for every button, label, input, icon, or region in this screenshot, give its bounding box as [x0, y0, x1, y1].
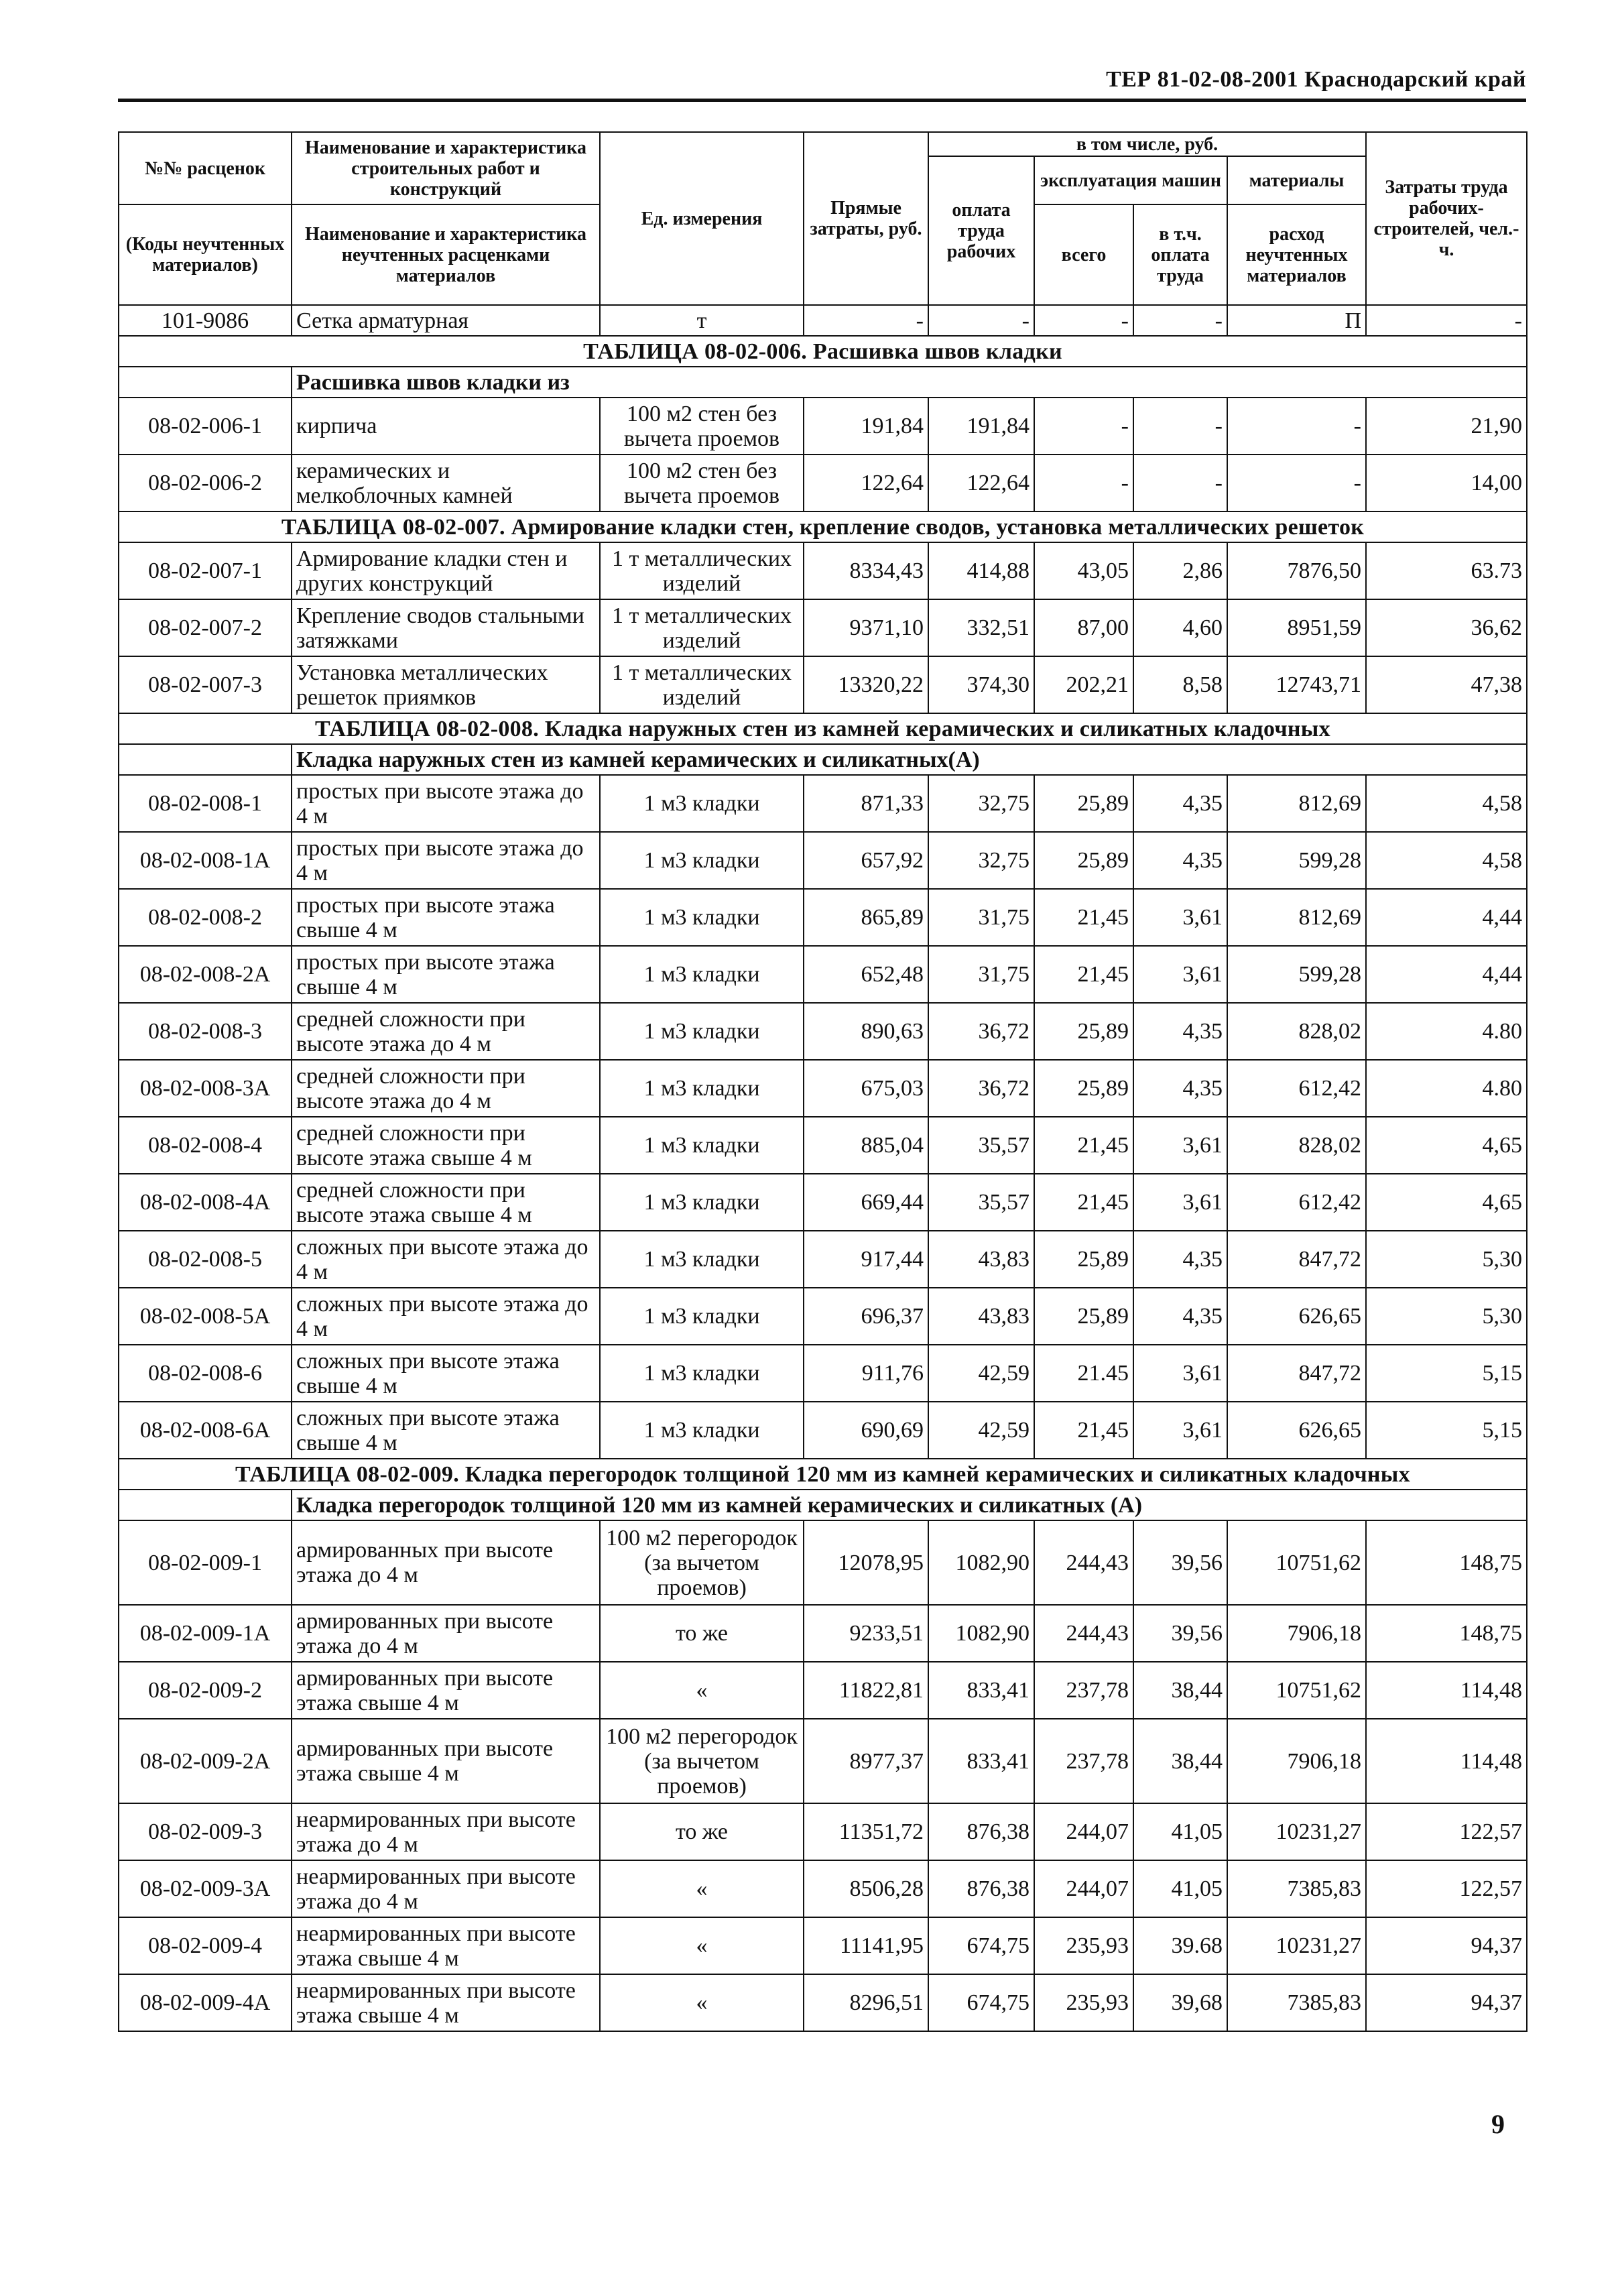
labor-hours: 63.73 — [1366, 542, 1527, 599]
machine-cost: 25,89 — [1034, 832, 1133, 889]
rate-code: 08-02-007-3 — [119, 656, 292, 713]
direct-cost: - — [804, 305, 928, 336]
rate-code: 08-02-008-5А — [119, 1288, 292, 1345]
work-description: Сетка арматурная — [292, 305, 600, 336]
machine-wage: 38,44 — [1133, 1719, 1227, 1803]
materials-cost: 599,28 — [1227, 832, 1366, 889]
subsection-title: Кладка перегородок толщиной 120 мм из камней керамических и силикатных (А) — [292, 1490, 1527, 1520]
materials-cost: 828,02 — [1227, 1117, 1366, 1174]
worker-wage: - — [928, 305, 1034, 336]
rate-code: 08-02-008-3А — [119, 1060, 292, 1117]
table-row — [119, 1520, 1527, 1605]
table-row — [119, 946, 1527, 1003]
direct-cost: 12078,95 — [804, 1520, 928, 1605]
table-row — [119, 1402, 1527, 1459]
materials-cost: П — [1227, 305, 1366, 336]
section-title: ТАБЛИЦА 08-02-007. Армирование кладки стен, крепление сводов, установка металлических решеток — [119, 511, 1527, 542]
col-mach-wage-header: в т.ч. оплата труда — [1133, 204, 1227, 305]
rate-code: 08-02-008-2А — [119, 946, 292, 1003]
materials-cost: 828,02 — [1227, 1003, 1366, 1060]
materials-cost: 8951,59 — [1227, 599, 1366, 656]
table-row — [119, 1662, 1527, 1719]
machine-cost: 235,93 — [1034, 1974, 1133, 2031]
work-description: простых при высоте этажа свыше 4 м — [292, 889, 600, 946]
labor-hours: 122,57 — [1366, 1803, 1527, 1860]
unit-of-measure: 100 м2 стен без вычета проемов — [600, 398, 804, 455]
table-row — [119, 1003, 1527, 1060]
unit-of-measure: 1 т металлических изделий — [600, 599, 804, 656]
work-description: простых при высоте этажа до 4 м — [292, 832, 600, 889]
labor-hours: 5,15 — [1366, 1402, 1527, 1459]
worker-wage: 43,83 — [928, 1231, 1034, 1288]
work-description: Армирование кладки стен и других конструкций — [292, 542, 600, 599]
machine-wage: 4,35 — [1133, 1060, 1227, 1117]
unit-of-measure: 1 м3 кладки — [600, 1174, 804, 1231]
table-row — [119, 775, 1527, 832]
work-description: Крепление сводов стальными затяжками — [292, 599, 600, 656]
labor-hours: 47,38 — [1366, 656, 1527, 713]
materials-cost: 847,72 — [1227, 1231, 1366, 1288]
labor-hours: 4,58 — [1366, 832, 1527, 889]
table-row — [119, 1719, 1527, 1803]
rate-code: 08-02-008-4 — [119, 1117, 292, 1174]
subsection-title: Расшивка швов кладки из — [292, 367, 1527, 398]
materials-cost: 612,42 — [1227, 1060, 1366, 1117]
col-wage-header: оплата труда рабочих — [928, 156, 1034, 305]
machine-wage: 8,58 — [1133, 656, 1227, 713]
materials-cost: 10751,62 — [1227, 1520, 1366, 1605]
rate-code: 08-02-006-2 — [119, 455, 292, 511]
machine-cost: 25,89 — [1034, 1003, 1133, 1060]
table-row — [119, 1345, 1527, 1402]
work-description: армированных при высоте этажа свыше 4 м — [292, 1662, 600, 1719]
worker-wage: 1082,90 — [928, 1520, 1034, 1605]
machine-wage: 4,35 — [1133, 1288, 1227, 1345]
unit-of-measure: « — [600, 1974, 804, 2031]
table-row — [119, 889, 1527, 946]
direct-cost: 122,64 — [804, 455, 928, 511]
worker-wage: 36,72 — [928, 1060, 1034, 1117]
section-title: ТАБЛИЦА 08-02-006. Расшивка швов кладки — [119, 336, 1527, 367]
machine-cost: 21,45 — [1034, 1117, 1133, 1174]
table-section-title — [119, 1459, 1527, 1490]
price-table — [118, 131, 1528, 2032]
page-number: 9 — [1491, 2109, 1505, 2139]
empty-cell — [119, 744, 292, 775]
direct-cost: 11351,72 — [804, 1803, 928, 1860]
direct-cost: 911,76 — [804, 1345, 928, 1402]
work-description: неармированных при высоте этажа до 4 м — [292, 1860, 600, 1917]
rate-code: 08-02-009-1 — [119, 1520, 292, 1605]
labor-hours: 4,65 — [1366, 1117, 1527, 1174]
unit-of-measure: 1 м3 кладки — [600, 1231, 804, 1288]
materials-cost: 10751,62 — [1227, 1662, 1366, 1719]
materials-cost: 12743,71 — [1227, 656, 1366, 713]
table-row — [119, 1605, 1527, 1662]
labor-hours: 122,57 — [1366, 1860, 1527, 1917]
machine-cost: 244,43 — [1034, 1520, 1133, 1605]
col-code-subheader: (Коды неучтенных материалов) — [119, 204, 292, 305]
rate-code: 08-02-008-1 — [119, 775, 292, 832]
machine-cost: - — [1034, 455, 1133, 511]
table-row — [119, 832, 1527, 889]
machine-wage: 39,56 — [1133, 1520, 1227, 1605]
labor-hours: 5,30 — [1366, 1231, 1527, 1288]
machine-cost: 87,00 — [1034, 599, 1133, 656]
rate-code: 08-02-009-4А — [119, 1974, 292, 2031]
labor-hours: 94,37 — [1366, 1917, 1527, 1974]
machine-wage: 4,35 — [1133, 775, 1227, 832]
machine-wage: - — [1133, 398, 1227, 455]
worker-wage: 43,83 — [928, 1288, 1034, 1345]
direct-cost: 9371,10 — [804, 599, 928, 656]
worker-wage: 1082,90 — [928, 1605, 1034, 1662]
direct-cost: 191,84 — [804, 398, 928, 455]
machine-cost: 21.45 — [1034, 1345, 1133, 1402]
table-subsection-title — [119, 744, 1527, 775]
work-description: кирпича — [292, 398, 600, 455]
work-description: керамических и мелкоблочных камней — [292, 455, 600, 511]
machine-cost: 21,45 — [1034, 1402, 1133, 1459]
unit-of-measure: 1 м3 кладки — [600, 1402, 804, 1459]
labor-hours: 4,44 — [1366, 889, 1527, 946]
direct-cost: 885,04 — [804, 1117, 928, 1174]
rate-code: 08-02-009-1А — [119, 1605, 292, 1662]
rate-code: 08-02-008-3 — [119, 1003, 292, 1060]
work-description: армированных при высоте этажа до 4 м — [292, 1605, 600, 1662]
direct-cost: 657,92 — [804, 832, 928, 889]
rate-code: 08-02-009-4 — [119, 1917, 292, 1974]
rate-code: 08-02-009-3А — [119, 1860, 292, 1917]
section-title: ТАБЛИЦА 08-02-009. Кладка перегородок толщиной 120 мм из камней керамических и силикатных кладочных — [119, 1459, 1527, 1490]
materials-cost: 10231,27 — [1227, 1917, 1366, 1974]
machine-cost: 244,43 — [1034, 1605, 1133, 1662]
col-name-subheader: Наименование и характеристика неучтенных расценками материалов — [292, 204, 600, 305]
work-description: неармированных при высоте этажа свыше 4 м — [292, 1974, 600, 2031]
rate-code: 08-02-007-1 — [119, 542, 292, 599]
worker-wage: 414,88 — [928, 542, 1034, 599]
direct-cost: 865,89 — [804, 889, 928, 946]
table-row — [119, 1288, 1527, 1345]
materials-cost: - — [1227, 398, 1366, 455]
machine-cost: 25,89 — [1034, 775, 1133, 832]
table-row — [119, 542, 1527, 599]
worker-wage: 31,75 — [928, 946, 1034, 1003]
machine-wage: 4,35 — [1133, 1231, 1227, 1288]
rate-code: 08-02-006-1 — [119, 398, 292, 455]
table-subsection-title — [119, 1490, 1527, 1520]
unit-of-measure: 100 м2 стен без вычета проемов — [600, 455, 804, 511]
machine-wage: - — [1133, 455, 1227, 511]
worker-wage: 876,38 — [928, 1860, 1034, 1917]
direct-cost: 652,48 — [804, 946, 928, 1003]
machine-cost: 202,21 — [1034, 656, 1133, 713]
col-name-header: Наименование и характеристика строительных работ и конструкций — [292, 132, 600, 204]
worker-wage: 122,64 — [928, 455, 1034, 511]
materials-cost: 612,42 — [1227, 1174, 1366, 1231]
direct-cost: 13320,22 — [804, 656, 928, 713]
unit-of-measure: « — [600, 1860, 804, 1917]
direct-cost: 11822,81 — [804, 1662, 928, 1719]
table-row — [119, 1231, 1527, 1288]
unit-of-measure: 1 м3 кладки — [600, 1003, 804, 1060]
materials-cost: 7906,18 — [1227, 1605, 1366, 1662]
labor-hours: 114,48 — [1366, 1662, 1527, 1719]
labor-hours: 148,75 — [1366, 1605, 1527, 1662]
unit-of-measure: « — [600, 1917, 804, 1974]
machine-cost: 21,45 — [1034, 889, 1133, 946]
machine-cost: 244,07 — [1034, 1860, 1133, 1917]
direct-cost: 917,44 — [804, 1231, 928, 1288]
worker-wage: 876,38 — [928, 1803, 1034, 1860]
materials-cost: 7906,18 — [1227, 1719, 1366, 1803]
rate-code: 08-02-008-6 — [119, 1345, 292, 1402]
direct-cost: 690,69 — [804, 1402, 928, 1459]
unit-of-measure: 100 м2 перегородок (за вычетом проемов) — [600, 1520, 804, 1605]
materials-cost: 812,69 — [1227, 775, 1366, 832]
machine-cost: 21,45 — [1034, 1174, 1133, 1231]
col-materials-subheader: расход неучтенных материалов — [1227, 204, 1366, 305]
materials-cost: 599,28 — [1227, 946, 1366, 1003]
labor-hours: 148,75 — [1366, 1520, 1527, 1605]
materials-cost: 847,72 — [1227, 1345, 1366, 1402]
table-row — [119, 1803, 1527, 1860]
machine-cost: 235,93 — [1034, 1917, 1133, 1974]
table-header — [119, 132, 1527, 305]
direct-cost: 8977,37 — [804, 1719, 928, 1803]
worker-wage: 191,84 — [928, 398, 1034, 455]
table-row — [119, 1060, 1527, 1117]
work-description: сложных при высоте этажа до 4 м — [292, 1288, 600, 1345]
rate-code: 08-02-009-2 — [119, 1662, 292, 1719]
unit-of-measure: то же — [600, 1803, 804, 1860]
worker-wage: 674,75 — [928, 1917, 1034, 1974]
table-row — [119, 1860, 1527, 1917]
table-row — [119, 305, 1527, 336]
unit-of-measure: 1 м3 кладки — [600, 1060, 804, 1117]
direct-cost: 871,33 — [804, 775, 928, 832]
worker-wage: 36,72 — [928, 1003, 1034, 1060]
work-description: средней сложности при высоте этажа до 4 м — [292, 1003, 600, 1060]
table-section-title — [119, 713, 1527, 744]
machine-wage: 3,61 — [1133, 889, 1227, 946]
rate-code: 08-02-008-1А — [119, 832, 292, 889]
work-description: неармированных при высоте этажа свыше 4 м — [292, 1917, 600, 1974]
direct-cost: 890,63 — [804, 1003, 928, 1060]
worker-wage: 31,75 — [928, 889, 1034, 946]
worker-wage: 833,41 — [928, 1719, 1034, 1803]
col-unit-header: Ед. измерения — [600, 132, 804, 305]
unit-of-measure: 1 м3 кладки — [600, 1117, 804, 1174]
machine-cost: 25,89 — [1034, 1060, 1133, 1117]
rate-code: 08-02-007-2 — [119, 599, 292, 656]
unit-of-measure: то же — [600, 1605, 804, 1662]
rate-code: 08-02-008-4А — [119, 1174, 292, 1231]
rate-code: 08-02-008-2 — [119, 889, 292, 946]
unit-of-measure: 100 м2 перегородок (за вычетом проемов) — [600, 1719, 804, 1803]
work-description: неармированных при высоте этажа до 4 м — [292, 1803, 600, 1860]
unit-of-measure: 1 м3 кладки — [600, 775, 804, 832]
machine-wage: 4,35 — [1133, 832, 1227, 889]
machine-wage: 3,61 — [1133, 1402, 1227, 1459]
materials-cost: 7385,83 — [1227, 1860, 1366, 1917]
subsection-title: Кладка наружных стен из камней керамических и силикатных(А) — [292, 744, 1527, 775]
machine-cost: 25,89 — [1034, 1288, 1133, 1345]
machine-cost: 25,89 — [1034, 1231, 1133, 1288]
unit-of-measure: 1 т металлических изделий — [600, 542, 804, 599]
table-row — [119, 398, 1527, 455]
materials-cost: 7876,50 — [1227, 542, 1366, 599]
materials-cost: 10231,27 — [1227, 1803, 1366, 1860]
labor-hours: 4.80 — [1366, 1060, 1527, 1117]
worker-wage: 35,57 — [928, 1117, 1034, 1174]
machine-wage: 3,61 — [1133, 946, 1227, 1003]
direct-cost: 8334,43 — [804, 542, 928, 599]
work-description: сложных при высоте этажа до 4 м — [292, 1231, 600, 1288]
work-description: Установка металлических решеток приямков — [292, 656, 600, 713]
rate-code: 08-02-009-3 — [119, 1803, 292, 1860]
col-code-header: №№ расценок — [119, 132, 292, 204]
col-incl-header: в том числе, руб. — [928, 132, 1366, 156]
table-row — [119, 1174, 1527, 1231]
materials-cost: 7385,83 — [1227, 1974, 1366, 2031]
machine-cost: - — [1034, 305, 1133, 336]
document-code: ТЕР 81-02-08-2001 Краснодарский край — [1106, 67, 1526, 92]
machine-wage: 3,61 — [1133, 1174, 1227, 1231]
labor-hours: 36,62 — [1366, 599, 1527, 656]
worker-wage: 674,75 — [928, 1974, 1034, 2031]
worker-wage: 374,30 — [928, 656, 1034, 713]
work-description: армированных при высоте этажа свыше 4 м — [292, 1719, 600, 1803]
labor-hours: 114,48 — [1366, 1719, 1527, 1803]
table-row — [119, 455, 1527, 511]
table-row — [119, 1917, 1527, 1974]
direct-cost: 669,44 — [804, 1174, 928, 1231]
unit-of-measure: 1 м3 кладки — [600, 1345, 804, 1402]
machine-cost: 244,07 — [1034, 1803, 1133, 1860]
materials-cost: 626,65 — [1227, 1288, 1366, 1345]
machine-cost: - — [1034, 398, 1133, 455]
machine-wage: 39.68 — [1133, 1917, 1227, 1974]
direct-cost: 8506,28 — [804, 1860, 928, 1917]
empty-cell — [119, 367, 292, 398]
rate-code: 08-02-009-2А — [119, 1719, 292, 1803]
rate-code: 101-9086 — [119, 305, 292, 336]
table-row — [119, 1974, 1527, 2031]
unit-of-measure: 1 м3 кладки — [600, 946, 804, 1003]
unit-of-measure: 1 м3 кладки — [600, 889, 804, 946]
work-description: простых при высоте этажа до 4 м — [292, 775, 600, 832]
machine-wage: 39,68 — [1133, 1974, 1227, 2031]
machine-wage: 3,61 — [1133, 1117, 1227, 1174]
col-mach-total-header: всего — [1034, 204, 1133, 305]
machine-cost: 21,45 — [1034, 946, 1133, 1003]
machine-wage: - — [1133, 305, 1227, 336]
rate-code: 08-02-008-5 — [119, 1231, 292, 1288]
page-header — [118, 64, 1526, 102]
rate-code: 08-02-008-6А — [119, 1402, 292, 1459]
materials-cost: - — [1227, 455, 1366, 511]
unit-of-measure: т — [600, 305, 804, 336]
machine-wage: 3,61 — [1133, 1345, 1227, 1402]
labor-hours: 4.80 — [1366, 1003, 1527, 1060]
labor-hours: 5,30 — [1366, 1288, 1527, 1345]
work-description: средней сложности при высоте этажа свыше 4 м — [292, 1174, 600, 1231]
labor-hours: - — [1366, 305, 1527, 336]
machine-wage: 41,05 — [1133, 1860, 1227, 1917]
work-description: сложных при высоте этажа свыше 4 м — [292, 1345, 600, 1402]
table-section-title — [119, 511, 1527, 542]
direct-cost: 11141,95 — [804, 1917, 928, 1974]
table-body — [119, 305, 1527, 2031]
worker-wage: 42,59 — [928, 1345, 1034, 1402]
machine-cost: 237,78 — [1034, 1719, 1133, 1803]
worker-wage: 332,51 — [928, 599, 1034, 656]
table-row — [119, 656, 1527, 713]
materials-cost: 626,65 — [1227, 1402, 1366, 1459]
work-description: средней сложности при высоте этажа свыше 4 м — [292, 1117, 600, 1174]
labor-hours: 21,90 — [1366, 398, 1527, 455]
direct-cost: 9233,51 — [804, 1605, 928, 1662]
direct-cost: 696,37 — [804, 1288, 928, 1345]
worker-wage: 32,75 — [928, 775, 1034, 832]
machine-cost: 237,78 — [1034, 1662, 1133, 1719]
labor-hours: 4,65 — [1366, 1174, 1527, 1231]
col-machines-header: эксплуатация машин — [1034, 156, 1227, 204]
col-labor-header: Затраты труда рабочих-строителей, чел.-ч. — [1366, 132, 1527, 305]
col-direct-header: Прямые затраты, руб. — [804, 132, 928, 305]
machine-wage: 39,56 — [1133, 1605, 1227, 1662]
machine-wage: 2,86 — [1133, 542, 1227, 599]
empty-cell — [119, 1490, 292, 1520]
machine-cost: 43,05 — [1034, 542, 1133, 599]
labor-hours: 4,58 — [1366, 775, 1527, 832]
labor-hours: 94,37 — [1366, 1974, 1527, 2031]
direct-cost: 675,03 — [804, 1060, 928, 1117]
work-description: простых при высоте этажа свыше 4 м — [292, 946, 600, 1003]
table-row — [119, 1117, 1527, 1174]
unit-of-measure: « — [600, 1662, 804, 1719]
unit-of-measure: 1 м3 кладки — [600, 832, 804, 889]
unit-of-measure: 1 м3 кладки — [600, 1288, 804, 1345]
table-section-title — [119, 336, 1527, 367]
header-rule — [118, 99, 1526, 102]
worker-wage: 42,59 — [928, 1402, 1034, 1459]
machine-wage: 38,44 — [1133, 1662, 1227, 1719]
table-subsection-title — [119, 367, 1527, 398]
work-description: армированных при высоте этажа до 4 м — [292, 1520, 600, 1605]
labor-hours: 4,44 — [1366, 946, 1527, 1003]
table-row — [119, 599, 1527, 656]
labor-hours: 14,00 — [1366, 455, 1527, 511]
worker-wage: 32,75 — [928, 832, 1034, 889]
unit-of-measure: 1 т металлических изделий — [600, 656, 804, 713]
materials-cost: 812,69 — [1227, 889, 1366, 946]
worker-wage: 35,57 — [928, 1174, 1034, 1231]
machine-wage: 41,05 — [1133, 1803, 1227, 1860]
labor-hours: 5,15 — [1366, 1345, 1527, 1402]
work-description: средней сложности при высоте этажа до 4 м — [292, 1060, 600, 1117]
section-title: ТАБЛИЦА 08-02-008. Кладка наружных стен из камней керамических и силикатных кладочных — [119, 713, 1527, 744]
machine-wage: 4,35 — [1133, 1003, 1227, 1060]
col-materials-header: материалы — [1227, 156, 1366, 204]
direct-cost: 8296,51 — [804, 1974, 928, 2031]
worker-wage: 833,41 — [928, 1662, 1034, 1719]
work-description: сложных при высоте этажа свыше 4 м — [292, 1402, 600, 1459]
machine-wage: 4,60 — [1133, 599, 1227, 656]
